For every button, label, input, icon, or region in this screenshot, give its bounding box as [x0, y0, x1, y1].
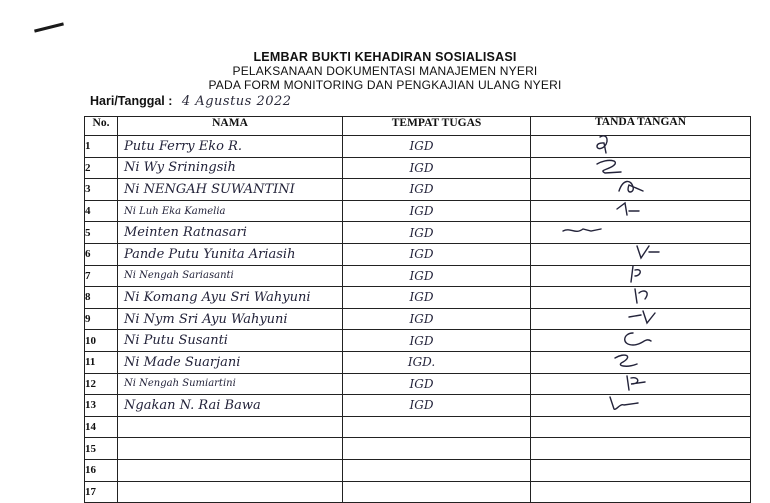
signature-drawing	[586, 134, 630, 156]
row-tempat-cell	[343, 136, 531, 158]
row-nama-cell	[118, 351, 343, 373]
row-nama-cell	[118, 373, 343, 395]
table-row	[85, 265, 751, 287]
row-tempat-tugas: IGD	[409, 225, 434, 240]
row-tanda-tangan-cell	[531, 179, 751, 201]
row-tempat-tugas: IGD	[409, 333, 434, 348]
row-nama-cell	[118, 438, 343, 460]
table-row	[85, 373, 751, 395]
row-tanda-tangan-cell	[531, 243, 751, 265]
row-tempat-cell	[343, 200, 531, 222]
row-nama: Ni NENGAH SUWANTINI	[124, 181, 295, 197]
signature-mark	[531, 266, 750, 286]
row-tanda-tangan-cell	[531, 416, 751, 438]
date-label: Hari/Tanggal :	[90, 94, 173, 108]
row-tanda-tangan-cell	[531, 481, 751, 503]
row-nama-cell	[118, 157, 343, 179]
signature-stroke	[610, 397, 638, 409]
table-row	[85, 287, 751, 309]
row-number: 9	[85, 308, 118, 330]
row-nama: Ni Komang Ayu Sri Wahyuni	[124, 289, 311, 305]
attendance-table	[84, 116, 751, 503]
row-tempat-cell	[343, 222, 531, 244]
row-tempat-cell	[343, 481, 531, 503]
row-nama-cell	[118, 243, 343, 265]
row-nama-cell	[118, 222, 343, 244]
document-title: LEMBAR BUKTI KEHADIRAN SOSIALISASI	[253, 50, 517, 64]
signature-stroke	[619, 182, 643, 193]
row-tempat-tugas: IGD.	[407, 355, 436, 370]
row-tempat-cell	[343, 438, 531, 460]
signature-stroke	[629, 311, 655, 323]
row-tempat-cell	[343, 395, 531, 417]
signature-stroke	[625, 333, 651, 345]
row-tanda-tangan-cell	[531, 330, 751, 352]
row-number: 13	[85, 395, 118, 417]
row-nama-cell	[118, 395, 343, 417]
row-tempat-cell	[343, 179, 531, 201]
header-no: No.	[85, 117, 118, 136]
signature-mark	[531, 287, 750, 307]
row-tempat-tugas: IGD	[409, 290, 434, 305]
signature-mark	[531, 395, 750, 415]
signature-drawing	[627, 307, 671, 329]
document-subtitle-2: PADA FORM MONITORING DAN PENGKAJIAN ULANG NYERI	[208, 78, 562, 92]
table-row	[85, 416, 751, 438]
row-nama: Ni Wy Sriningsih	[124, 160, 236, 176]
row-number: 2	[85, 157, 118, 179]
row-tempat-tugas: IGD	[409, 398, 434, 413]
signature-mark	[531, 244, 750, 264]
row-number: 5	[85, 222, 118, 244]
table-row	[85, 157, 751, 179]
header-tanda-tangan-label: TANDA TANGAN	[594, 116, 687, 128]
row-nama: Meinten Ratnasari	[124, 225, 247, 241]
row-number: 17	[85, 481, 118, 503]
table-row	[85, 243, 751, 265]
header-tanda-tangan	[531, 117, 751, 136]
signature-stroke	[631, 266, 640, 282]
row-nama-cell	[118, 136, 343, 158]
signature-mark	[531, 158, 750, 178]
row-tanda-tangan-cell	[531, 265, 751, 287]
row-tanda-tangan-cell	[531, 200, 751, 222]
row-tempat-tugas: IGD	[409, 204, 434, 219]
row-tempat-tugas: IGD	[409, 160, 434, 175]
signature-drawing	[631, 242, 675, 264]
signature-stroke	[615, 355, 637, 366]
row-tempat-tugas: IGD	[409, 312, 434, 327]
row-tanda-tangan-cell	[531, 287, 751, 309]
signature-mark	[531, 136, 750, 156]
row-number: 11	[85, 351, 118, 373]
document-subtitle-1: PELAKSANAAN DOKUMENTASI MANAJEMEN NYERI	[232, 64, 538, 78]
table-row	[85, 481, 751, 503]
table-row	[85, 395, 751, 417]
row-tanda-tangan-cell	[531, 459, 751, 481]
table-row	[85, 179, 751, 201]
row-nama: Ni Made Suarjani	[124, 354, 241, 370]
row-tempat-cell	[343, 373, 531, 395]
row-tempat-tugas: IGD	[409, 247, 434, 262]
row-tanda-tangan-cell	[531, 373, 751, 395]
signature-mark	[531, 374, 750, 394]
row-tempat-cell	[343, 330, 531, 352]
date-row	[90, 94, 292, 109]
row-number: 14	[85, 416, 118, 438]
signature-mark	[531, 223, 750, 243]
row-nama-cell	[118, 265, 343, 287]
row-nama: Putu Ferry Eko R.	[124, 138, 243, 154]
row-tempat-cell	[343, 243, 531, 265]
signature-mark	[531, 179, 750, 199]
row-tempat-cell	[343, 351, 531, 373]
signature-drawing	[631, 285, 675, 307]
signature-stroke	[617, 203, 639, 215]
row-tempat-cell	[343, 287, 531, 309]
signature-mark	[531, 309, 750, 329]
row-nama: Ni Luh Eka Kamelia	[124, 205, 226, 217]
table-header-row	[85, 117, 751, 136]
header-nama: NAMA	[118, 117, 343, 136]
row-nama-cell	[118, 200, 343, 222]
signature-drawing	[613, 199, 657, 221]
document-header	[0, 50, 770, 92]
header-tempat-tugas: TEMPAT TUGAS	[343, 117, 531, 136]
row-number: 16	[85, 459, 118, 481]
row-tempat-tugas: IGD	[409, 268, 434, 283]
row-number: 10	[85, 330, 118, 352]
row-tanda-tangan-cell	[531, 222, 751, 244]
row-nama: Ni Nym Sri Ayu Wahyuni	[124, 311, 288, 327]
row-tempat-cell	[343, 265, 531, 287]
row-number: 4	[85, 200, 118, 222]
row-nama: Ngakan N. Rai Bawa	[124, 397, 261, 413]
row-nama-cell	[118, 287, 343, 309]
row-number: 8	[85, 287, 118, 309]
row-number: 15	[85, 438, 118, 460]
row-nama-cell	[118, 179, 343, 201]
row-nama: Ni Putu Susanti	[124, 333, 228, 349]
signature-stroke	[597, 136, 607, 153]
signature-drawing	[591, 156, 635, 178]
row-number: 7	[85, 265, 118, 287]
table-row	[85, 222, 751, 244]
table-row	[85, 459, 751, 481]
row-nama-cell	[118, 481, 343, 503]
table-row	[85, 200, 751, 222]
table-row	[85, 330, 751, 352]
table-row	[85, 308, 751, 330]
row-number: 1	[85, 136, 118, 158]
row-nama-cell	[118, 416, 343, 438]
signature-stroke	[637, 246, 659, 258]
row-nama-cell	[118, 459, 343, 481]
signature-stroke	[627, 376, 645, 390]
row-tempat-cell	[343, 308, 531, 330]
row-number: 3	[85, 179, 118, 201]
signature-drawing	[609, 350, 653, 372]
row-nama: Ni Nengah Sumiartini	[124, 378, 236, 390]
row-nama: Ni Nengah Sariasanti	[124, 270, 234, 282]
table-row	[85, 351, 751, 373]
scan-mark	[34, 22, 64, 32]
signature-drawing	[623, 264, 667, 286]
table-row	[85, 438, 751, 460]
row-number: 12	[85, 373, 118, 395]
row-tempat-cell	[343, 416, 531, 438]
row-tanda-tangan-cell	[531, 308, 751, 330]
row-tanda-tangan-cell	[531, 351, 751, 373]
row-tempat-tugas: IGD	[409, 139, 434, 154]
signature-drawing	[621, 329, 665, 351]
signature-drawing	[619, 372, 663, 394]
row-tanda-tangan-cell	[531, 136, 751, 158]
row-nama-cell	[118, 330, 343, 352]
signature-stroke	[597, 160, 621, 173]
row-nama-cell	[118, 308, 343, 330]
signature-drawing	[561, 221, 605, 243]
row-nama: Pande Putu Yunita Ariasih	[124, 246, 296, 262]
row-tanda-tangan-cell	[531, 438, 751, 460]
signature-mark	[531, 331, 750, 351]
row-tempat-cell	[343, 157, 531, 179]
row-tanda-tangan-cell	[531, 395, 751, 417]
row-tempat-tugas: IGD	[409, 182, 434, 197]
date-value: 4 Agustus 2022	[181, 94, 292, 109]
signature-drawing	[606, 393, 650, 415]
signature-mark	[531, 352, 750, 372]
row-tempat-tugas: IGD	[409, 376, 434, 391]
signature-drawing	[609, 177, 653, 199]
signature-mark	[531, 201, 750, 221]
row-number: 6	[85, 243, 118, 265]
table-row	[85, 136, 751, 158]
row-tanda-tangan-cell	[531, 157, 751, 179]
signature-stroke	[563, 229, 601, 231]
signature-stroke	[635, 289, 647, 303]
row-tempat-cell	[343, 459, 531, 481]
